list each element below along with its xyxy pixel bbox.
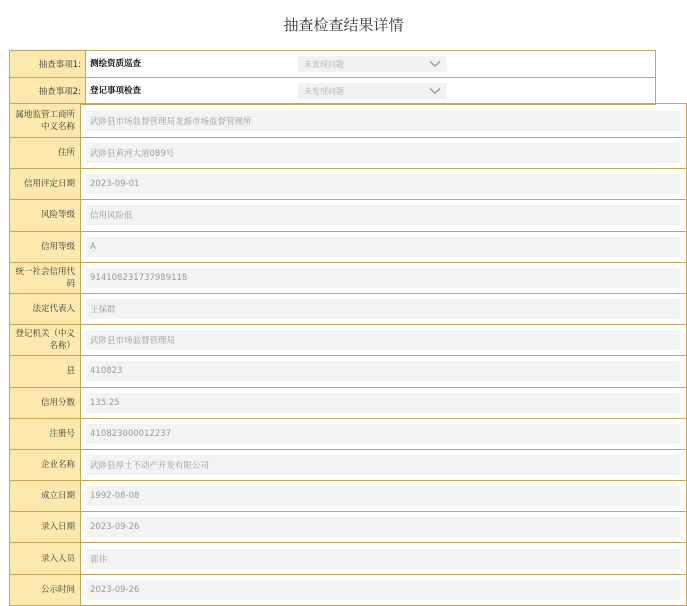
detail-value: 1992-08-08 xyxy=(86,486,680,506)
detail-value: 914108231737989118 xyxy=(86,268,680,288)
detail-value: 武陟县市场监督管理局龙源市场监督管理所 xyxy=(86,111,680,131)
detail-row xyxy=(10,200,686,231)
check-item-row xyxy=(10,78,655,105)
detail-table xyxy=(9,103,687,606)
detail-label: 县 xyxy=(10,356,81,386)
detail-label: 企业名称 xyxy=(10,450,81,480)
detail-value: 武陟县厚土不动产开发有限公司 xyxy=(86,455,680,475)
detail-row xyxy=(10,419,686,450)
detail-row xyxy=(10,325,686,356)
detail-row xyxy=(10,263,686,294)
detail-label: 信用评定日期 xyxy=(10,169,81,199)
detail-value: 武陟县市场监督管理局 xyxy=(86,330,680,350)
check-items-table xyxy=(9,50,656,105)
detail-row xyxy=(10,294,686,325)
detail-row xyxy=(10,512,686,543)
check-item-label: 抽查事项2: xyxy=(10,78,86,104)
detail-value: 2023-09-01 xyxy=(86,174,680,194)
check-result-select[interactable] xyxy=(298,83,447,99)
detail-value: 武陟县黄河大道089号 xyxy=(86,143,680,163)
detail-value: 410823 xyxy=(86,361,680,381)
detail-row xyxy=(10,104,686,138)
detail-label: 录入日期 xyxy=(10,512,81,542)
detail-label: 住所 xyxy=(10,138,81,168)
page-title: 抽查检查结果详情 xyxy=(283,16,404,34)
detail-row xyxy=(10,450,686,481)
chevron-down-icon xyxy=(429,60,441,68)
detail-label: 成立日期 xyxy=(10,481,81,511)
detail-row xyxy=(10,232,686,263)
detail-label: 信用分数 xyxy=(10,388,81,418)
detail-row xyxy=(10,138,686,169)
detail-label: 属地监管工商所中义名称 xyxy=(10,104,81,137)
detail-value: 2023-09-26 xyxy=(86,517,680,537)
check-item-name: 测绘资质巡查 xyxy=(90,59,142,69)
detail-value: 信用风险低 xyxy=(86,205,680,225)
detail-label: 公示时间 xyxy=(10,575,81,605)
detail-value: 2023-09-26 xyxy=(86,580,680,600)
detail-label: 注册号 xyxy=(10,419,81,449)
check-item-name: 登记事项检查 xyxy=(90,86,142,96)
detail-row xyxy=(10,575,686,606)
detail-value: 郭伟 xyxy=(86,549,680,569)
detail-row xyxy=(10,543,686,574)
detail-label: 风险等级 xyxy=(10,200,81,230)
detail-value: 135.25 xyxy=(86,393,680,413)
detail-row xyxy=(10,169,686,200)
detail-row xyxy=(10,481,686,512)
detail-label: 信用等级 xyxy=(10,232,81,262)
detail-value: 410823000012237 xyxy=(86,424,680,444)
detail-label: 法定代表人 xyxy=(10,294,81,324)
check-result-value: 未发现问题 xyxy=(304,86,344,96)
check-result-select[interactable] xyxy=(298,56,447,72)
detail-row xyxy=(10,388,686,419)
detail-label: 录入人员 xyxy=(10,543,81,573)
detail-row xyxy=(10,356,686,387)
detail-label: 统一社会信用代码 xyxy=(10,263,81,293)
check-item-label: 抽查事项1: xyxy=(10,51,86,77)
check-item-row xyxy=(10,51,655,78)
check-result-value: 未发现问题 xyxy=(304,59,344,69)
chevron-down-icon xyxy=(429,87,441,95)
detail-value: 王保群 xyxy=(86,299,680,319)
detail-label: 登记机关（中义名称） xyxy=(10,325,81,355)
detail-value: A xyxy=(86,237,680,257)
